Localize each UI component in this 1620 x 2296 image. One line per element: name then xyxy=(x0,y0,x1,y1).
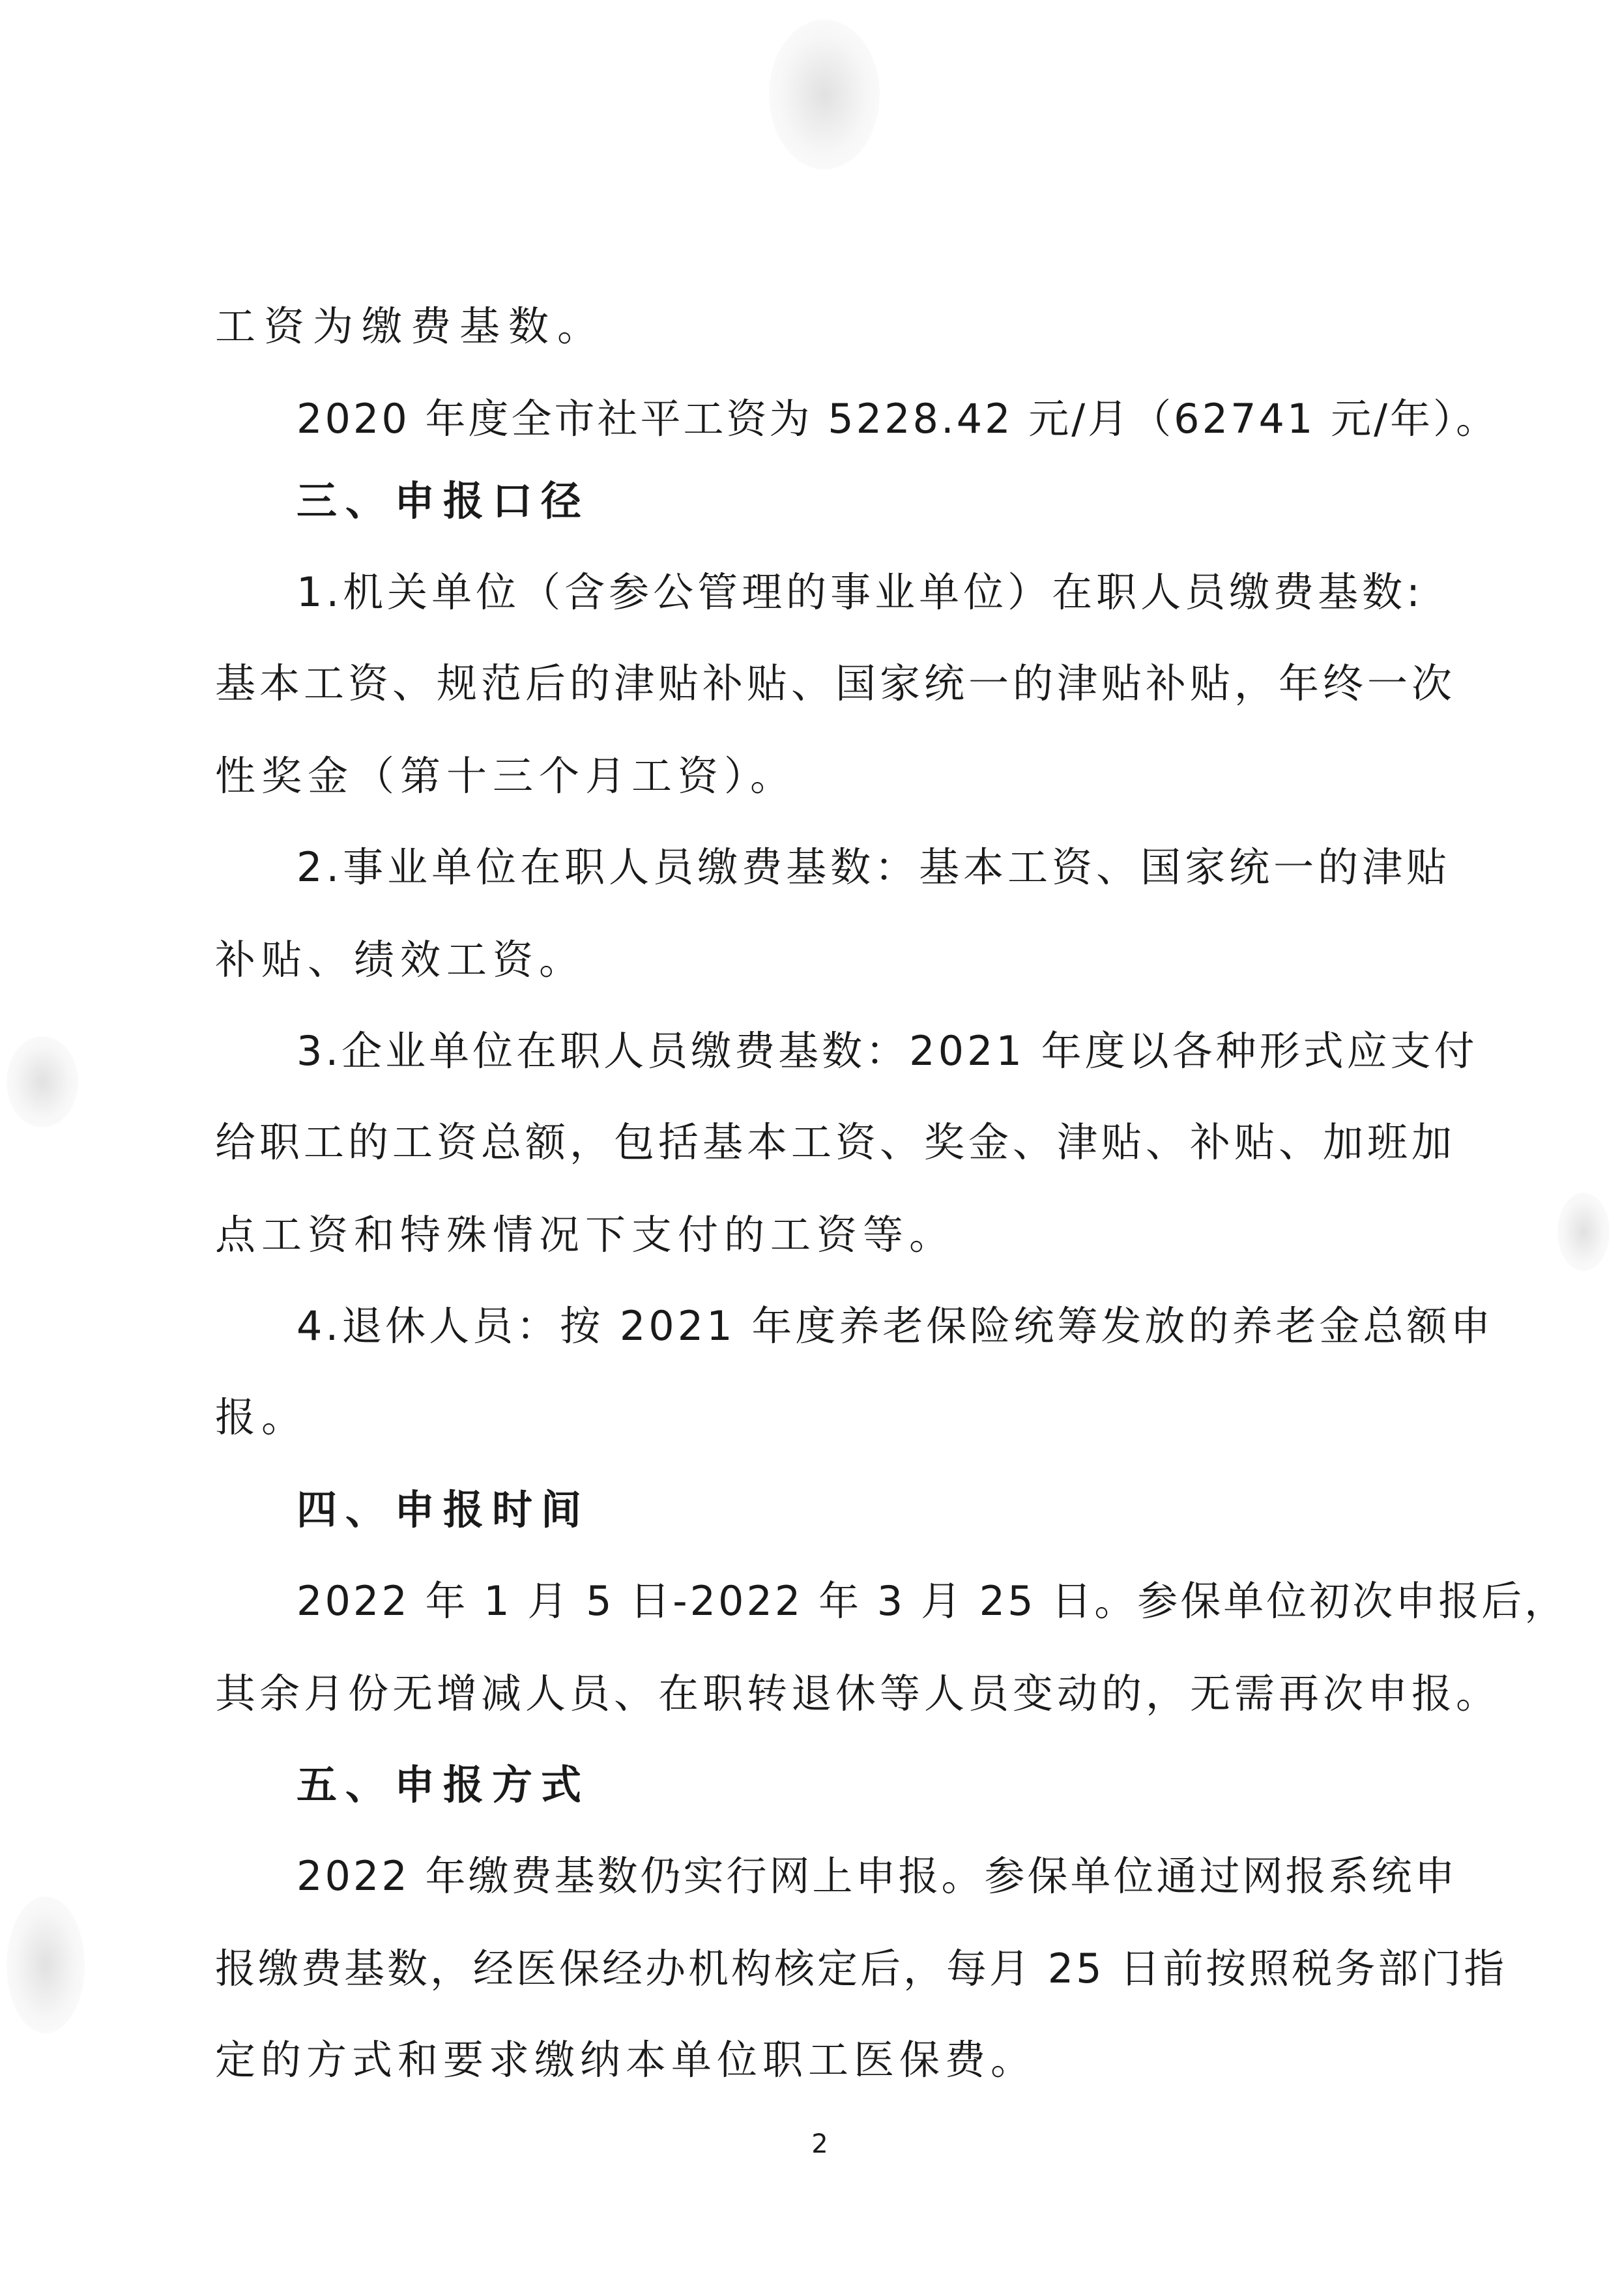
text-line: 其余月份无增减人员、在职转退休等人员变动的，无需再次申报。 xyxy=(215,1670,1501,1717)
text-line: 补贴、绩效工资。 xyxy=(215,936,586,983)
text-line: 点工资和特殊情况下支付的工资等。 xyxy=(215,1211,956,1258)
body-line xyxy=(0,1670,1620,1778)
text-line: 2022 年缴费基数仍实行网上申报。参保单位通过网报系统申 xyxy=(297,1852,1458,1900)
heading-text: 五、申报方式 xyxy=(297,1761,590,1809)
heading-text: 四、申报时间 xyxy=(297,1486,590,1533)
text-line: 报。 xyxy=(215,1393,308,1441)
text-line: 3.企业单位在职人员缴费基数：2021 年度以各种形式应支付 xyxy=(297,1027,1478,1075)
text-line: 4.退休人员：按 2021 年度养老保险统筹发放的养老金总额申 xyxy=(297,1302,1494,1350)
text-line: 基本工资、规范后的津贴补贴、国家统一的津贴补贴，年终一次 xyxy=(215,660,1456,707)
body-line xyxy=(0,1393,1620,1502)
body-line xyxy=(0,2036,1620,2144)
text-line: 1.机关单位（含参公管理的事业单位）在职人员缴费基数: xyxy=(297,568,1425,616)
text-line: 工资为缴费基数。 xyxy=(215,302,607,350)
text-line: 性奖金（第十三个月工资）。 xyxy=(215,752,797,800)
scan-smudge xyxy=(769,20,880,169)
text-line: 2.事业单位在职人员缴费基数：基本工资、国家统一的津贴 xyxy=(297,843,1451,891)
text-line: 2022 年 1 月 5 日-2022 年 3 月 25 日。参保单位初次申报后， xyxy=(297,1577,1568,1625)
heading-text: 三、申报口径 xyxy=(297,477,590,525)
page-number: 2 xyxy=(811,2129,828,2159)
text-line: 2020 年度全市社平工资为 5228.42 元/月（62741 元/年）。 xyxy=(297,395,1499,443)
text-line: 报缴费基数，经医保经办机构核定后，每月 25 日前按照税务部门指 xyxy=(215,1945,1507,1992)
text-line: 定的方式和要求缴纳本单位职工医保费。 xyxy=(215,2036,1037,2084)
text-line: 给职工的工资总额，包括基本工资、奖金、津贴、补贴、加班加 xyxy=(215,1118,1456,1166)
